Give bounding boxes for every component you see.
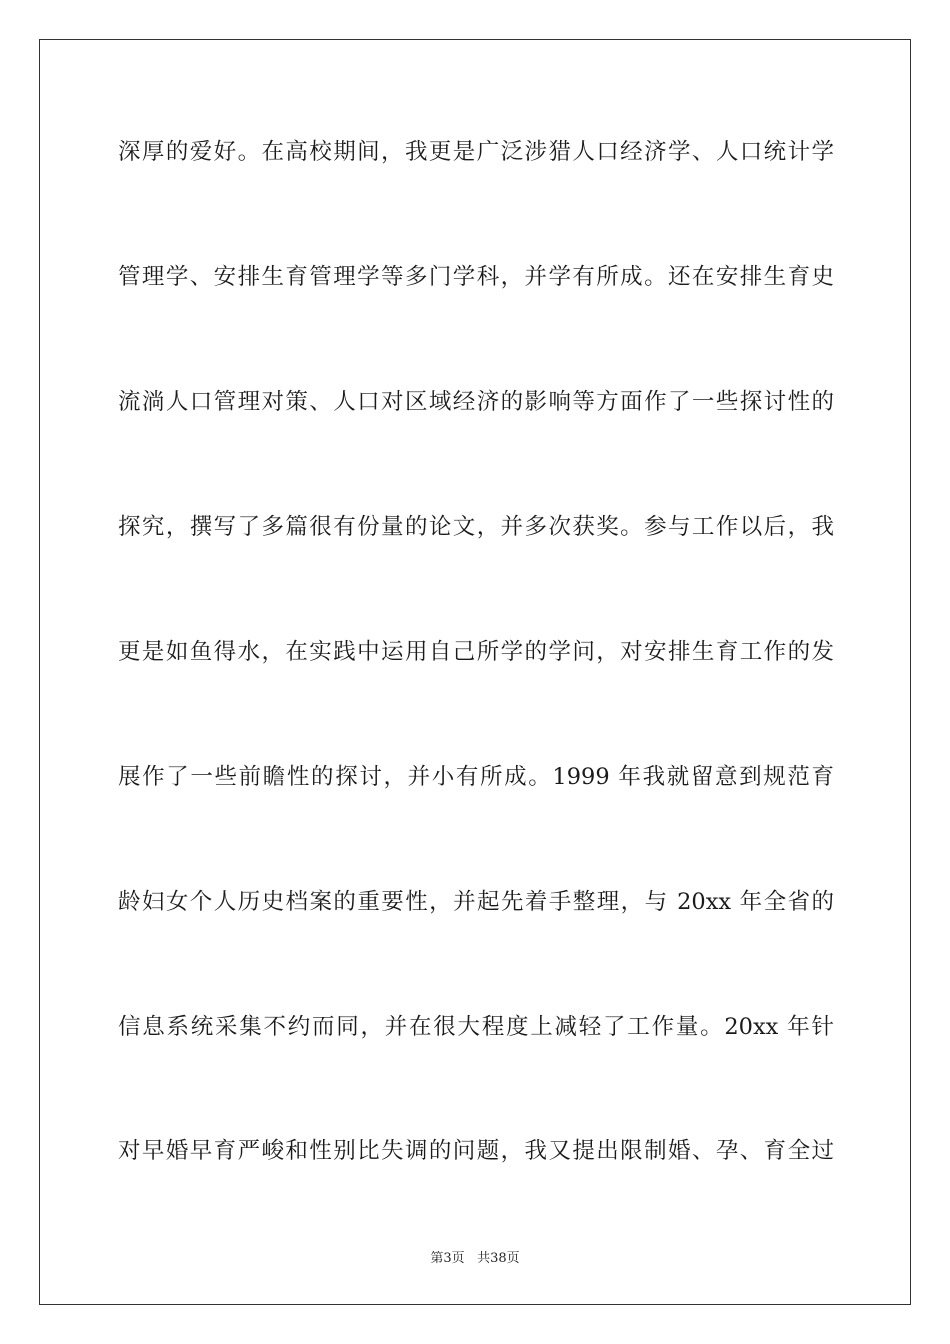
body-text-line-9: 对早婚早育严峻和性别比失调的问题，我又提出限制婚、孕、育全过 xyxy=(118,1138,834,1164)
page-border xyxy=(39,39,911,1305)
body-text-line-4: 探究，撰写了多篇很有份量的论文，并多次获奖。参与工作以后，我 xyxy=(118,514,834,540)
body-text-line-5: 更是如鱼得水，在实践中运用自己所学的学问，对安排生育工作的发 xyxy=(118,639,834,665)
total-pages: 共38页 xyxy=(477,1251,520,1266)
page-footer xyxy=(0,1247,950,1266)
body-text-line-3: 流淌人口管理对策、人口对区域经济的影响等方面作了一些探讨性的 xyxy=(118,389,834,415)
body-text-line-1: 深厚的爱好。在高校期间，我更是广泛涉猎人口经济学、人口统计学 xyxy=(118,139,834,165)
body-text-line-6: 展作了一些前瞻性的探讨，并小有所成。1999 年我就留意到规范育 xyxy=(118,764,834,790)
body-text-line-8: 信息系统采集不约而同，并在很大程度上减轻了工作量。20xx 年针 xyxy=(118,1014,834,1040)
page-number: 第3页 xyxy=(430,1251,465,1266)
body-text-line-7: 龄妇女个人历史档案的重要性，并起先着手整理，与 20xx 年全省的 xyxy=(118,889,834,915)
body-text-line-2: 管理学、安排生育管理学等多门学科，并学有所成。还在安排生育史 xyxy=(118,264,834,290)
